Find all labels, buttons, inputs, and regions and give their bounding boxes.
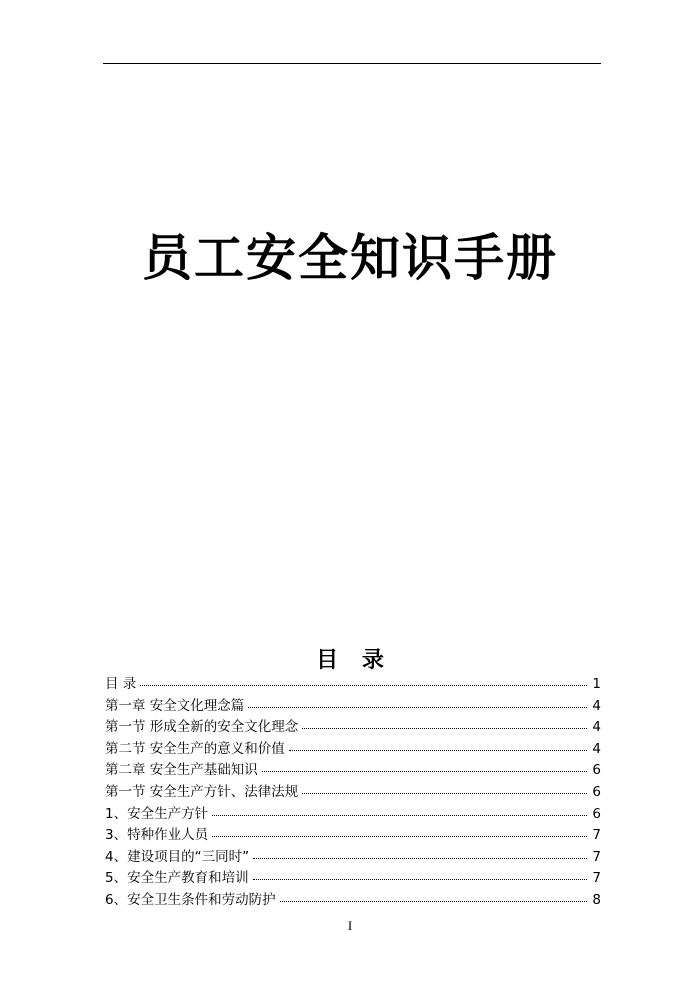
- toc-dot-leader: [302, 792, 587, 794]
- toc-entry[interactable]: [105, 717, 601, 739]
- toc-dot-leader: [289, 749, 587, 751]
- toc-entry-text: 3、特种作业人员: [105, 827, 209, 844]
- toc-entry-page: 7: [592, 848, 601, 865]
- toc-entry-page: 4: [592, 719, 601, 736]
- page-number: I: [347, 918, 353, 933]
- toc-entry-page: 4: [592, 740, 601, 757]
- toc-dot-leader: [253, 857, 587, 859]
- toc-entry-page: 6: [592, 783, 601, 800]
- toc-entry-text: 第一节 安全生产方针、法律法规: [105, 783, 299, 800]
- header-rule: [103, 63, 601, 64]
- toc-entry-page: 8: [592, 891, 601, 908]
- toc-dot-leader: [262, 770, 587, 772]
- document-title: 员工安全知识手册: [142, 229, 558, 287]
- toc-entry-text: 4、建设项目的“三同时”: [105, 848, 250, 865]
- toc-entry-page: 1: [592, 676, 601, 692]
- toc-entry-text: 第一章 安全文化理念篇: [105, 697, 245, 714]
- toc-entry[interactable]: [105, 696, 601, 718]
- toc-entry-text: 第一节 形成全新的安全文化理念: [105, 719, 299, 736]
- toc-dot-leader: [280, 900, 587, 902]
- toc-entry[interactable]: [105, 825, 601, 847]
- toc-entry-text: 目 录: [105, 676, 137, 692]
- toc-heading: 目 录: [316, 648, 392, 673]
- toc-entry-text: 第二节 安全生产的意义和价值: [105, 740, 285, 757]
- toc-entry-text: 5、安全生产教育和培训: [105, 870, 249, 887]
- table-of-contents: [105, 674, 601, 912]
- toc-entry[interactable]: [105, 890, 601, 912]
- toc-entry-text: 6、安全卫生条件和劳动防护: [105, 891, 276, 908]
- toc-entry-text: 1、安全生产方针: [105, 805, 209, 822]
- toc-entry-page: 7: [592, 870, 601, 887]
- toc-dot-leader: [140, 684, 587, 686]
- toc-dot-leader: [253, 878, 587, 880]
- toc-entry[interactable]: [105, 847, 601, 869]
- toc-entry[interactable]: [105, 760, 601, 782]
- toc-entry[interactable]: [105, 674, 601, 696]
- toc-dot-leader: [302, 727, 587, 729]
- toc-entry-page: 7: [592, 827, 601, 844]
- toc-dot-leader: [248, 706, 587, 708]
- toc-entry-page: 6: [592, 762, 601, 779]
- toc-entry-page: 4: [592, 697, 601, 714]
- toc-entry-text: 第二章 安全生产基础知识: [105, 762, 258, 779]
- toc-dot-leader: [212, 835, 587, 837]
- toc-entry[interactable]: [105, 868, 601, 890]
- toc-entry[interactable]: [105, 804, 601, 826]
- toc-entry-page: 6: [592, 805, 601, 822]
- toc-entry[interactable]: [105, 782, 601, 804]
- toc-dot-leader: [212, 814, 587, 816]
- toc-entry[interactable]: [105, 739, 601, 761]
